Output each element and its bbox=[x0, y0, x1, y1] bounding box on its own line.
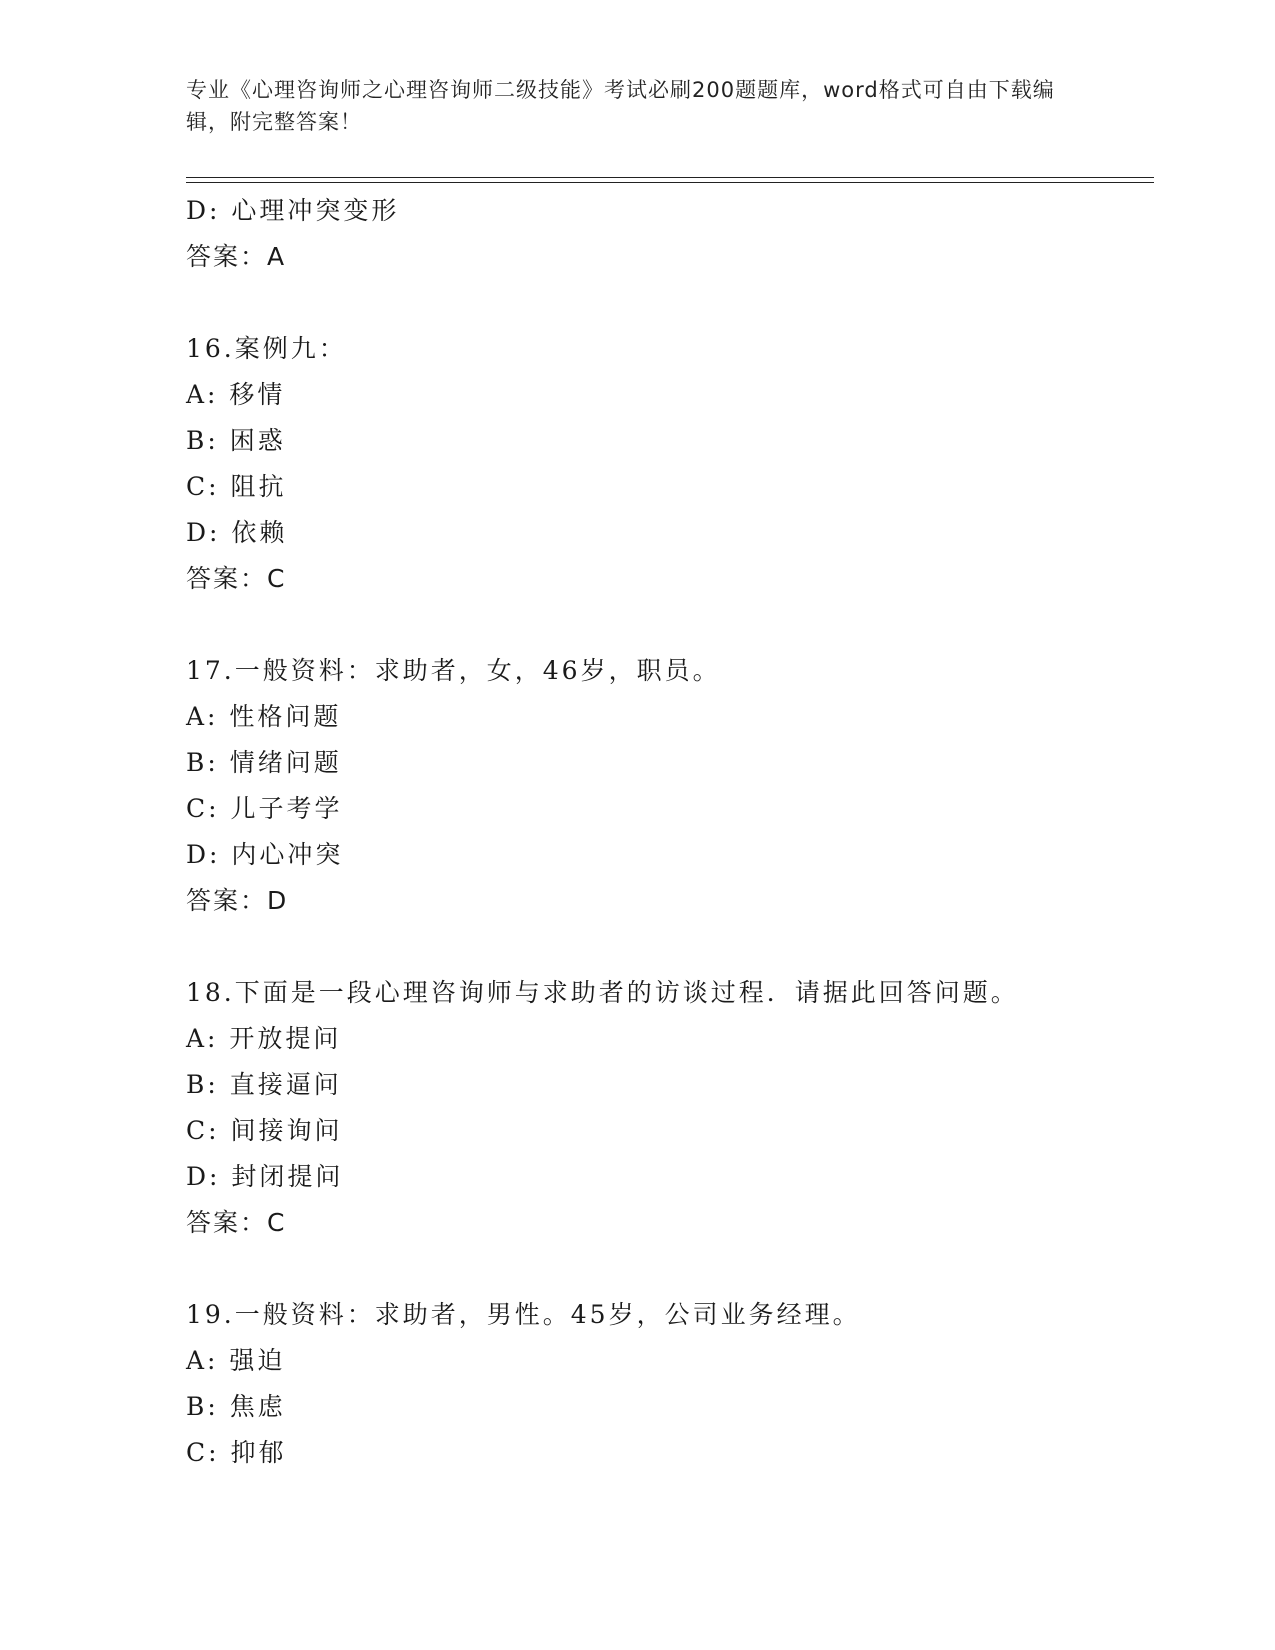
option-a: A: 强迫 bbox=[186, 1346, 286, 1375]
option-a: A: 开放提问 bbox=[186, 1024, 342, 1053]
question-block-17 bbox=[186, 648, 1146, 924]
option-c: C: 阻抗 bbox=[186, 472, 287, 501]
question-stem: 18.下面是一段心理咨询师与求助者的访谈过程．请据此回答问题。 bbox=[186, 978, 1019, 1007]
option-a: A: 移情 bbox=[186, 380, 286, 409]
option-c: C: 间接询问 bbox=[186, 1116, 343, 1145]
answer-line: 答案：A bbox=[186, 242, 287, 271]
answer-line: 答案：C bbox=[186, 1208, 287, 1237]
option-b: B: 直接逼问 bbox=[186, 1070, 342, 1099]
option-d: D: 内心冲突 bbox=[186, 840, 344, 869]
answer-line: 答案：C bbox=[186, 564, 287, 593]
option-c: C: 抑郁 bbox=[186, 1438, 287, 1467]
header-title: 专业《心理咨询师之心理咨询师二级技能》考试必刷200题题库，word格式可自由下载编辑，附完整答案！ bbox=[186, 78, 1055, 134]
question-stem: 19.一般资料：求助者，男性。45岁，公司业务经理。 bbox=[186, 1300, 861, 1329]
option-b: B: 情绪问题 bbox=[186, 748, 342, 777]
document-body bbox=[186, 188, 1146, 1476]
option-d: D: 封闭提问 bbox=[186, 1162, 344, 1191]
question-stem: 17.一般资料：求助者，女，46岁，职员。 bbox=[186, 656, 721, 685]
option-b: B: 困惑 bbox=[186, 426, 286, 455]
option-d: D: 心理冲突变形 bbox=[186, 196, 400, 225]
question-block-19 bbox=[186, 1292, 1146, 1476]
question-stem: 16.案例九： bbox=[186, 334, 347, 363]
header-divider-second bbox=[186, 182, 1154, 183]
option-d: D: 依赖 bbox=[186, 518, 288, 547]
question-block-partial bbox=[186, 188, 1146, 280]
option-a: A: 性格问题 bbox=[186, 702, 342, 731]
option-c: C: 儿子考学 bbox=[186, 794, 343, 823]
question-block-16 bbox=[186, 326, 1146, 602]
header-divider bbox=[186, 177, 1154, 178]
question-block-18 bbox=[186, 970, 1146, 1246]
option-b: B: 焦虑 bbox=[186, 1392, 286, 1421]
answer-line: 答案：D bbox=[186, 886, 289, 915]
document-header bbox=[186, 74, 1066, 138]
